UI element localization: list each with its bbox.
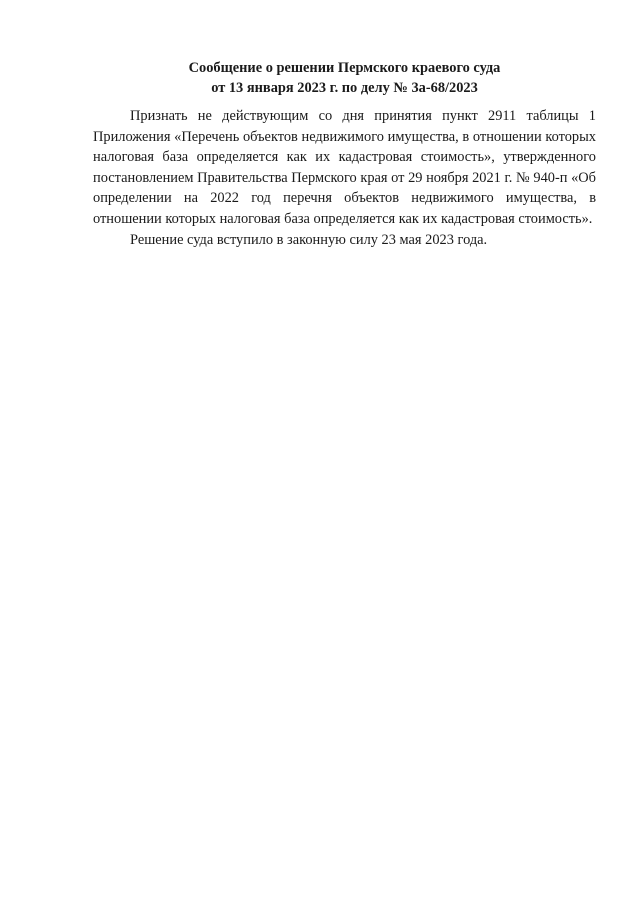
paragraph-ruling: Признать не действующим со дня принятия пункт 2911 таблицы 1 Приложения «Перечень объектов недвижимого имущества, в отношении которых налоговая база определяется как их кадастровая стоимость», утвержденного постановлением Правительства Пермского края от 29 ноября 2021 г. № 940-п «Об определении на 2022 год перечня объектов недвижимого имущества, в отношении которых налоговая база определяется как их кадастровая стоимость». <box>93 108 596 227</box>
title-line-1: Сообщение о решении Пермского краевого суда <box>188 60 501 76</box>
paragraph-effective-date: Решение суда вступило в законную силу 23 мая 2023 года. <box>130 232 488 248</box>
document-title <box>93 58 596 98</box>
document-content <box>93 58 596 251</box>
title-line-2: от 13 января 2023 г. по делу № 3а-68/2023 <box>211 80 478 96</box>
